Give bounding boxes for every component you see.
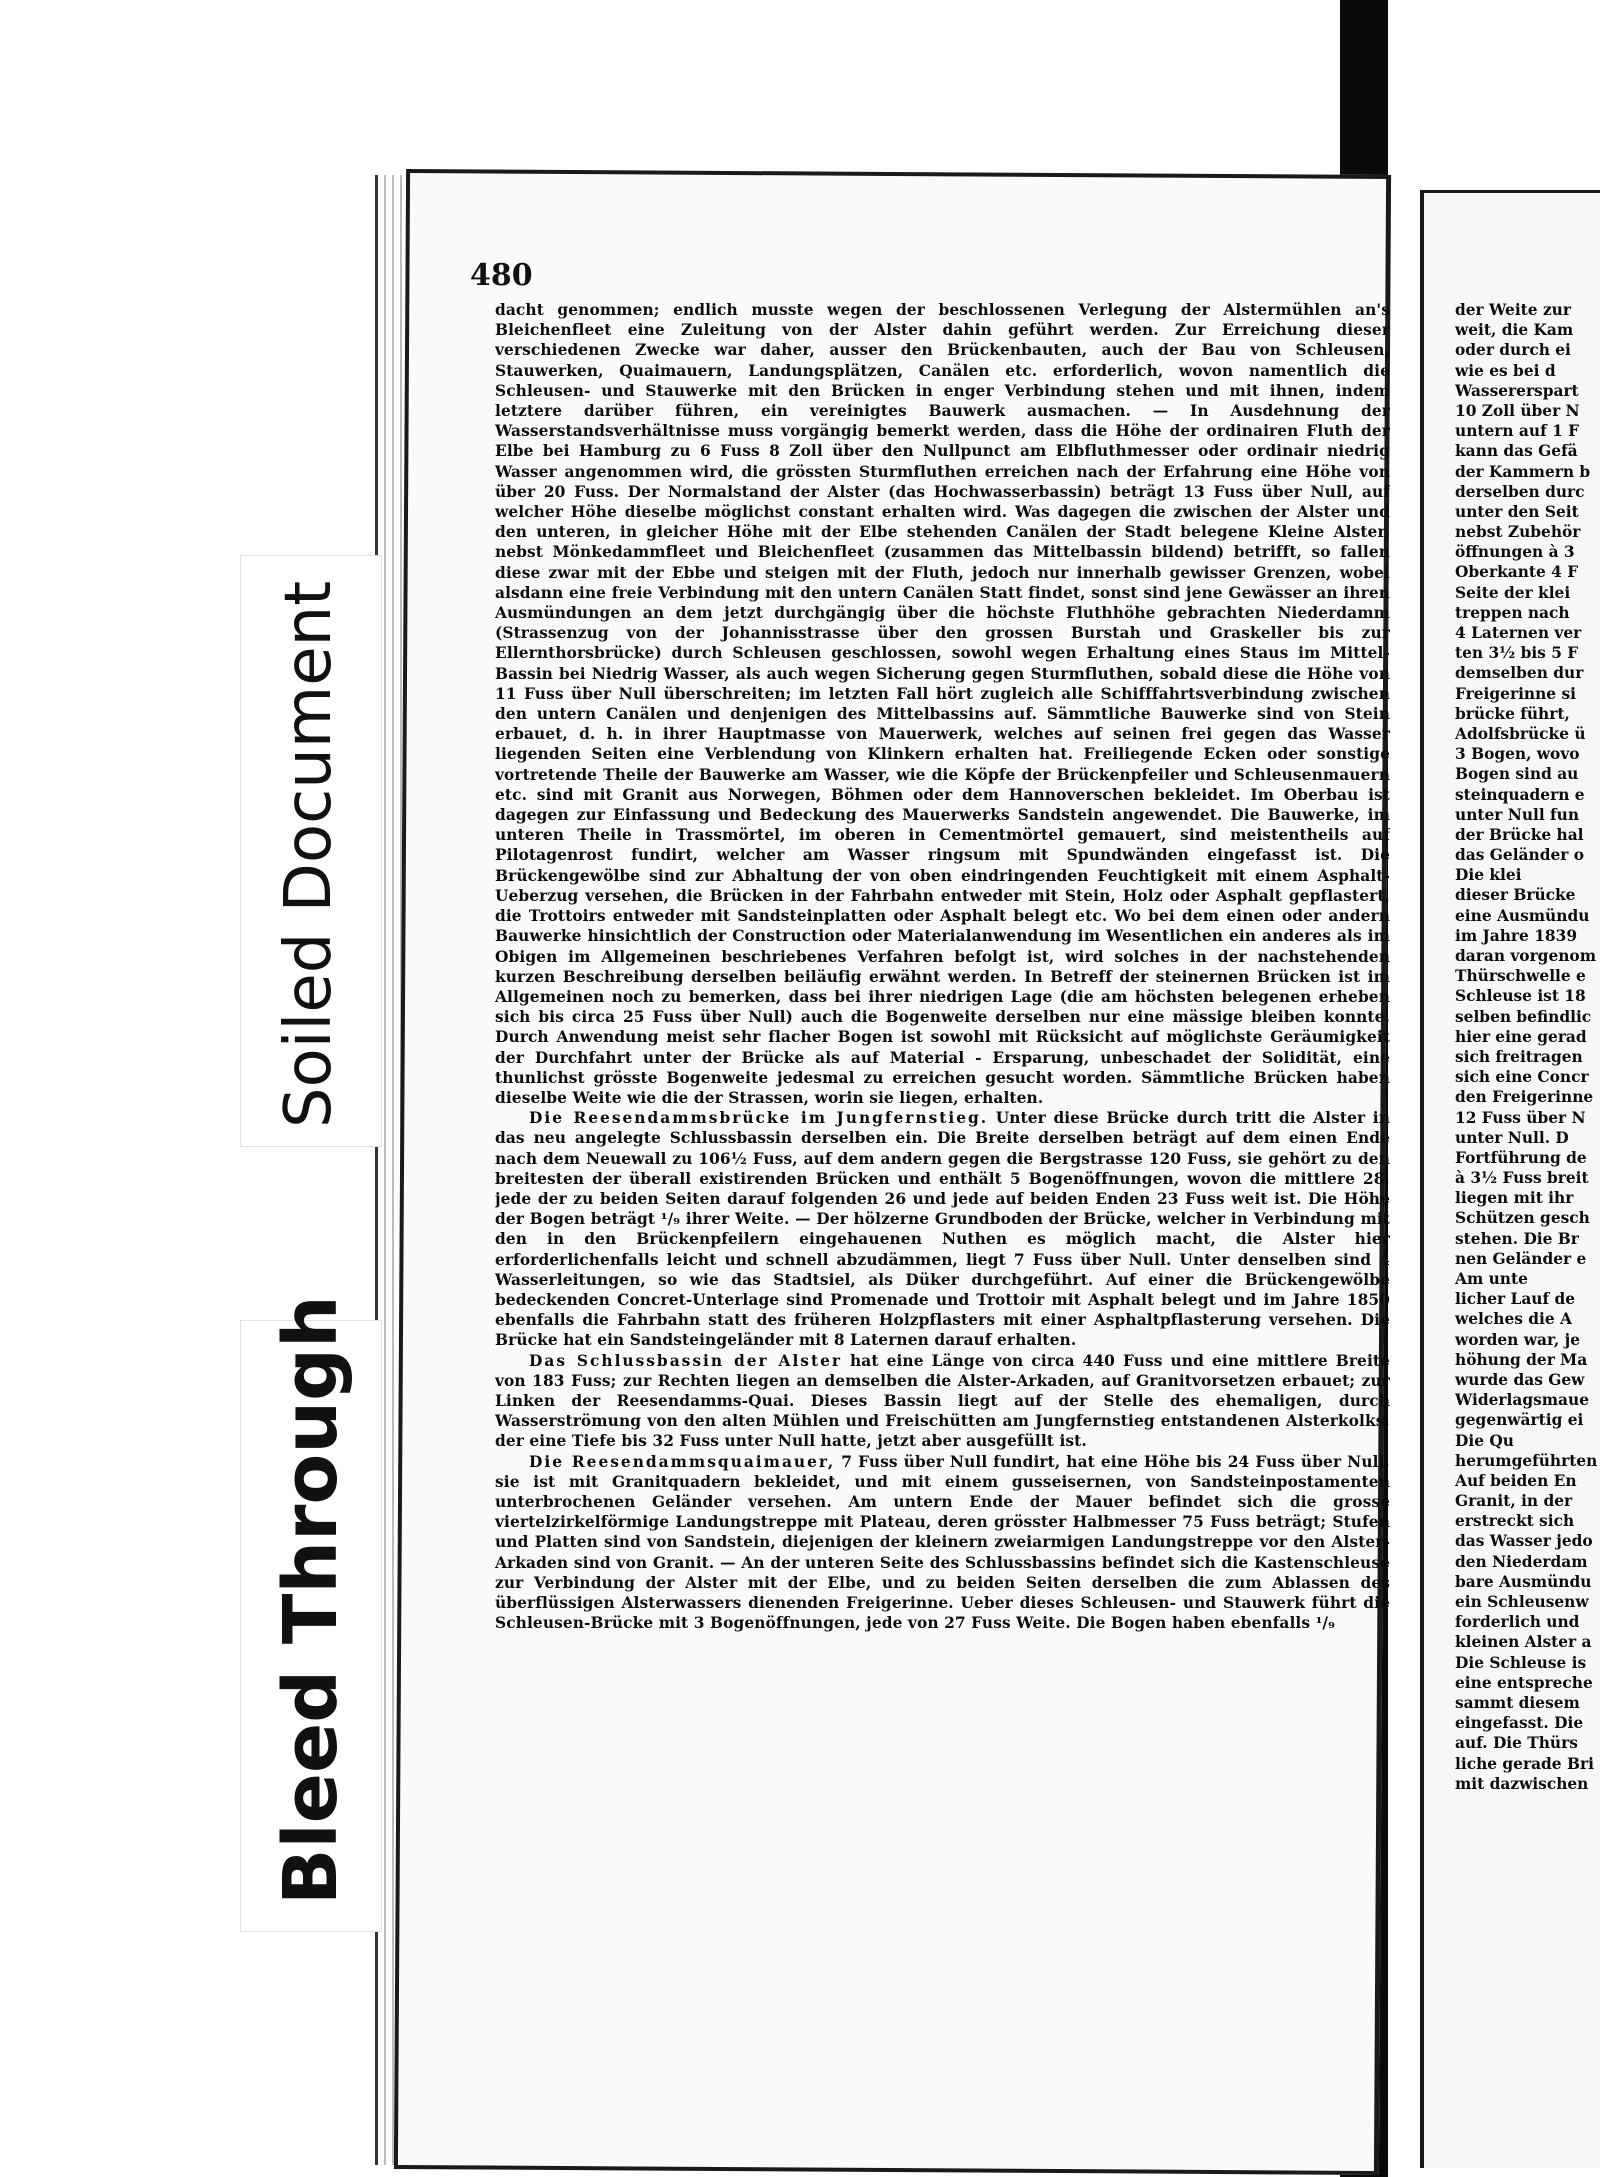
facing-page-line: unter Null. D [1455, 1128, 1569, 1147]
facing-page-line: liegen mit ihr [1455, 1189, 1574, 1208]
facing-page-line: Auf beiden En [1455, 1471, 1577, 1490]
facing-page-line: untern auf 1 F [1455, 422, 1580, 441]
facing-page-line: liche gerade Bri [1455, 1754, 1594, 1773]
facing-page-line: Die Qu [1455, 1431, 1514, 1450]
facing-page-line: Seite der klei [1455, 583, 1571, 602]
paragraph-reesendammsbruecke: Die Reesendammsbrücke im Jungfernstieg. Unter diese Brücke durch tritt die Alster in das neu angelegte Schlussbassin derselben ein. Die Breite derselben beträgt auf dem einen Ende nach dem Neuewall zu 106½ Fuss, auf dem andern gegen die Bergstrasse 120 Fuss, sie gehört zu den breitesten der überall existirenden Brücken und enthält 5 Bogenöffnungen, wovon die mittlere 28, jede der zu beiden Seiten darauf folgenden 26 und jede auf beiden Enden 23 Fuss weit ist. Die Höhe der Bogen beträgt ¹/₉ ihrer Weite. — Der hölzerne Grundboden der Brücke, welcher in Verbindung mit den in den Brückenpfeilern eingehauenen Nuthen es möglich macht, die Alster hier erforderlichenfalls leicht und schnell abzudämmen, liegt 7 Fuss über Null. Unter denselben sind 4 Wasserleitungen, so wie das Stadtsiel, als Düker durchgeführt. Auf einer die Brückengewölbe bedeckenden Concret-Unterlage sind Promenade und Trottoir mit Asphalt belegt und im Jahre 1850 ebenfalls die Fahrbahn statt des früheren Holzpflasters mit einer Asphaltpflasterung versehen. Die Brücke hat ein Sandsteingeländer mit 8 Laternen darauf erhalten. [495, 1109, 1390, 1350]
facing-page-line: nebst Zubehör [1455, 523, 1581, 542]
facing-page-line: Die klei [1455, 866, 1522, 885]
facing-page-line: wurde das Gew [1455, 1370, 1585, 1389]
facing-page-line: unter Null fun [1455, 805, 1580, 824]
facing-page-line: höhung der Ma [1455, 1350, 1588, 1369]
facing-page-line: demselben dur [1455, 664, 1584, 683]
facing-page-line: öffnungen à 3 [1455, 543, 1575, 562]
facing-page-line: herumgeführten [1455, 1451, 1598, 1470]
facing-page-line: der Kammern b [1455, 462, 1591, 481]
facing-page-line: der Weite zur [1455, 301, 1571, 319]
facing-page-line: eine Ausmündu [1455, 906, 1590, 925]
facing-page-line: brücke führt, [1455, 704, 1570, 723]
facing-page-line: Schleuse ist 18 [1455, 987, 1586, 1006]
facing-page-line: weit, die Kam [1455, 321, 1574, 340]
facing-page-line: licher Lauf de [1455, 1290, 1576, 1309]
facing-page-line: sammt diesem [1455, 1693, 1580, 1712]
paragraph-intro: dacht genommen; endlich musste wegen der beschlossenen Verlegung der Alstermühlen an's Bleichenfleet eine Zuleitung von der Alster dahin geführt werden. Zur Erreichung dieser verschiedenen Zwecke war daher, ausser den Brückenbauten, auch der Bau von Schleusen, Stauwerken, Quaimauern, Landungsplätzen, Canälen etc. erforderlich, wovon namentlich die Schleusen- und Stauwerke mit den Brücken in enger Verbindung stehen und mit ihnen, indem letztere darüber führen, ein vereinigtes Bauwerk ausmachen. — In Ausdehnung der Wasserstandsverhältnisse muss vorgängig bemerkt werden, dass die Höhe der ordinairen Fluth der Elbe bei Hamburg zu 6 Fuss 8 Zoll über den Nullpunct am Elbfluthmesser oder ordinair niedrig Wasser angenommen wird, die grössten Sturmfluthen erreichen nach der Erfahrung eine Höhe von über 20 Fuss. Der Normalstand der Alster (das Hochwasserbassin) beträgt 13 Fuss über Null, auf welcher Höhe dieselbe möglichst constant erhalten wird. Was dagegen die zwischen der Alster und den unteren, in gleicher Höhe mit der Elbe stehenden Canälen der Stadt belegene Kleine Alster, nebst Mönkedammfleet und Bleichenfleet (zusammen das Mittelbassin bildend) betrifft, so fallen diese zwar mit der Ebbe und steigen mit der Fluth, jedoch nur innerhalb gewisser Grenzen, wobei alsdann eine freie Verbindung mit den untern Canälen Statt findet, sonst sind jene Gewässer an ihren Ausmündungen an dem jetzt durchgängig über die höchste Fluthhöhe gebrachten Niederdamm (Strassenzug von der Johannisstrasse über den grossen Burstah und Graskeller bis zur Ellernthorsbrücke) durch Schleusen geschlossen, sowohl wegen Erhaltung eines Staus im Mittel-Bassin bei Niedrig Wasser, als auch wegen Sicherung gegen Sturmfluthen, sobald diese die Höhe von 11 Fuss über Null überschreiten; im letzten Fall hört zugleich alle Schifffahrtsverbindung zwischen den untern Canälen und denjenigen des Mittelbassins auf. Sämmtliche Bauwerke sind von Stein erbauet, d. h. in ihrer Hauptmasse von Mauerwerk, welches auf seinen frei gegen das Wasser liegenden Seiten eine Verblendung von Klinkern erhalten hat. Freiliegende Ecken oder sonstige vortretende Theile der Bauwerke am Wasser, wie die Köpfe der Brückenpfeiler und Schleusenmauern etc. sind mit Granit aus Norwegen, Böhmen oder dem Hannoverschen bekleidet. Im Oberbau ist dagegen zur Einfassung und Bedeckung des Mauerwerks Sandstein angewendet. Die Bauwerke, im unteren Theile in Trassmörtel, im oberen in Cementmörtel gemauert, sind meistentheils auf Pilotagenrost fundirt, welcher am Wasser ringsum mit Spundwänden eingefasst ist. Die Brückengewölbe sind zur Abhaltung der von oben eindringenden Feuchtigkeit mit einem Asphalt-Ueberzug versehen, die Brücken in der Fahrbahn entweder mit Stein, Holz oder Asphalt gepflastert, die Trottoirs entweder mit Sandsteinplatten oder Asphalt belegt etc. Wo bei dem einen oder andern Bauwerke hinsichtlich der Construction oder Materialanwendung im Wesentlichen ein anderes als im Obigen im Allgemeinen beschriebenes Verfahren befolgt ist, wird solches in der nachstehenden kurzen Beschreibung derselben beiläufig erwähnt werden. In Betreff der steinernen Brücken ist im Allgemeinen noch zu bemerken, dass bei ihrer niedrigen Lage (die am höchsten belegenen erheben sich bis circa 25 Fuss über Null) auch die Bogenweite derselben nur eine mässige bleiben konnte. Durch Anwendung meist sehr flacher Bogen ist sowohl mit Rücksicht auf möglichste Geräumigkeit der Durchfahrt unter der Brücke als auf Material - Ersparung, unbeschadet der Solidität, eine thunlichst grösste Bogenweite jedesmal zu erreichen gesucht worden. Sämmtliche Brücken haben dieselbe Weite wie die der Strassen, worin sie liegen, erhalten. [495, 301, 1390, 1107]
facing-page-line: im Jahre 1839 [1455, 926, 1578, 945]
facing-page-line: das Geländer o [1455, 846, 1584, 865]
facing-page-line: Fortführung de [1455, 1148, 1587, 1167]
paragraph-quaimauer: Die Reesendammsquaimauer, 7 Fuss über Null fundirt, hat eine Höhe bis 24 Fuss über Null, sie ist mit Granitquadern bekleidet, und mit einem gusseisernen, von Sandsteinpostamenten unterbrochenen Geländer versehen. Am untern Ende der Mauer befindet sich die grosse viertelzirkelförmige Landungstreppe mit Plateau, deren grösster Halbmesser 75 Fuss beträgt; Stufen und Platten sind von Sandstein, diejenigen der kleinern zweiarmigen Landungstreppe vor den Alster-Arkaden sind von Granit. — An der unteren Seite des Schlussbassins befindet sich die Kastenschleuse zur Verbindung der Alster mit der Elbe, und zu beiden Seiten derselben die zum Ablassen des überflüssigen Alsterwassers dienenden Freigerinne. Ueber dieses Schleusen- und Stauwerk führt die Schleusen-Brücke mit 3 Bogenöffnungen, jede von 27 Fuss Weite. Die Bogen haben ebenfalls ¹/₉ [495, 1452, 1390, 1633]
facing-page-line: gegenwärtig ei [1455, 1411, 1584, 1430]
facing-page-line: selben befindlic [1455, 1007, 1592, 1026]
facing-page-line: nen Geländer e [1455, 1249, 1587, 1268]
facing-page-line: Wassererspart [1455, 381, 1579, 400]
facing-page-line: Widerlagsmaue [1455, 1391, 1590, 1410]
facing-page-line: Oberkante 4 F [1455, 563, 1579, 582]
facing-page-line: 3 Bogen, wovo [1455, 745, 1580, 764]
facing-page-line: Die Schleuse is [1455, 1653, 1587, 1672]
facing-page-line: Granit, in der [1455, 1492, 1573, 1511]
page-number: 480 [470, 258, 533, 293]
facing-page-line: derselben durc [1455, 482, 1585, 501]
main-text-column [495, 300, 1390, 2040]
facing-page-line: mit dazwischen [1455, 1774, 1589, 1793]
facing-page-line: eingefasst. Die [1455, 1714, 1584, 1733]
facing-page-line: treppen nach [1455, 603, 1570, 622]
facing-page-line: ten 3½ bis 5 F [1455, 644, 1579, 663]
facing-page-line: kleinen Alster a [1455, 1633, 1592, 1652]
facing-page-line: eine entspreche [1455, 1673, 1593, 1692]
facing-page-line: auf. Die Thürs [1455, 1734, 1578, 1753]
facing-page-line: Bogen sind au [1455, 765, 1579, 784]
facing-page-line: wie es bei d [1455, 361, 1556, 380]
facing-page-line: bare Ausmündu [1455, 1572, 1592, 1591]
facing-page-line: kann das Gefä [1455, 442, 1578, 461]
paragraph-schlussbassin: Das Schlussbassin der Alster hat eine Länge von circa 440 Fuss und eine mittlere Breite von 183 Fuss; zur Rechten liegen an demselben die Alster-Arkaden, auf Granitvorsetzen erbauet; zur Linken der Reesendamms-Quai. Dieses Bassin liegt auf der Stelle des ehemaligen, durch Wasserströmung von den alten Mühlen und Freischütten am Jungfernstieg entstandenen Alsterkolks, der eine Tiefe bis 32 Fuss unter Null hatte, jetzt aber ausgefüllt ist. [495, 1351, 1390, 1451]
facing-page-line: Freigerinne si [1455, 684, 1576, 703]
facing-page-line: sich eine Concr [1455, 1068, 1589, 1087]
facing-page-line: 12 Fuss über N [1455, 1108, 1586, 1127]
facing-page-line: hier eine gerad [1455, 1027, 1587, 1046]
facing-page-line: oder durch ei [1455, 341, 1571, 360]
facing-page-line: 4 Laternen ver [1455, 624, 1582, 642]
heading-quaimauer: Die Reesendammsquaimauer, [529, 1452, 836, 1471]
facing-page-line: das Wasser jedo [1455, 1532, 1593, 1551]
facing-page-line: erstreckt sich [1455, 1512, 1575, 1531]
facing-page-line: Am unte [1455, 1270, 1528, 1288]
facing-page-line: den Niederdam [1455, 1552, 1588, 1571]
facing-page-line: unter den Seit [1455, 502, 1579, 521]
facing-page-line: Thürschwelle e [1455, 967, 1586, 986]
facing-page-line: daran vorgenom [1455, 947, 1596, 965]
facing-page-text-column [1455, 300, 1600, 2040]
bleed-through-label: Bleed Through [268, 1295, 354, 1905]
facing-page-line: à 3½ Fuss breit [1455, 1169, 1589, 1188]
facing-page-line: sich freitragen [1455, 1047, 1583, 1066]
facing-page-line: Adolfsbrücke ü [1455, 724, 1586, 743]
facing-page-line: steinquadern e [1455, 785, 1585, 804]
facing-page-line: welches die A [1455, 1310, 1572, 1329]
facing-page-line: Schützen gesch [1455, 1209, 1590, 1228]
facing-page-line: den Freigerinne [1455, 1088, 1594, 1107]
facing-page-line: forderlich und [1455, 1613, 1580, 1632]
facing-page-line: 10 Zoll über N [1455, 401, 1580, 420]
facing-page-line: ein Schleusenw [1455, 1593, 1589, 1611]
facing-page-line: der Brücke hal [1455, 825, 1584, 844]
heading-reesendammsbruecke: Die Reesendammsbrücke im Jungfernstieg. [529, 1109, 989, 1128]
facing-page-line: stehen. Die Br [1455, 1229, 1579, 1248]
heading-schlussbassin: Das Schlussbassin der Alster [529, 1351, 842, 1370]
facing-page-line: worden war, je [1455, 1330, 1581, 1349]
soiled-document-label: Soiled Document [272, 580, 346, 1128]
facing-page-line: dieser Brücke [1455, 886, 1576, 905]
